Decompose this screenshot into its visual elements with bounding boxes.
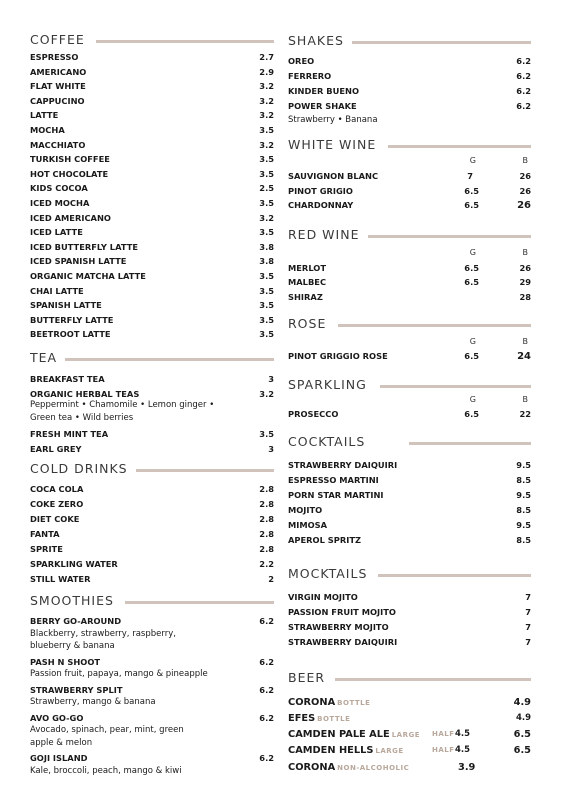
beer-item-efes bbox=[288, 711, 531, 726]
menu-item bbox=[30, 656, 274, 669]
menu-item bbox=[30, 543, 274, 556]
glass-bottle-header bbox=[288, 247, 531, 259]
item-name: SAUVIGNON BLANC bbox=[288, 171, 379, 181]
item-note: BOTTLE bbox=[317, 715, 351, 723]
item-name: KIDS COCOA bbox=[30, 183, 88, 194]
menu-item bbox=[30, 285, 274, 298]
item-price: 6.2 bbox=[516, 71, 531, 81]
menu-item bbox=[288, 100, 531, 113]
item-name: MOCHA bbox=[30, 125, 65, 135]
bottle-header: B bbox=[522, 156, 528, 165]
menu-item bbox=[288, 606, 531, 619]
item-price: 8.5 bbox=[516, 505, 531, 515]
section-title: MOCKTAILS bbox=[288, 566, 368, 581]
glass-price: 6.5 bbox=[464, 351, 479, 361]
item-name: STRAWBERRY DAIQUIRI bbox=[288, 460, 398, 470]
item-price: 4.9 bbox=[513, 697, 531, 708]
item-description: Strawberry • Banana bbox=[288, 115, 378, 125]
menu-item bbox=[30, 66, 274, 79]
section-title: ROSE bbox=[288, 316, 327, 331]
item-name: AMERICANO bbox=[30, 66, 87, 77]
bottle-price: 24 bbox=[517, 351, 531, 362]
item-name: TURKISH COFFEE bbox=[30, 154, 110, 165]
menu-item bbox=[30, 528, 274, 541]
item-price: 3.8 bbox=[259, 241, 274, 252]
glass-bottle-header bbox=[288, 394, 531, 406]
item-name: SHIRAZ bbox=[288, 292, 323, 302]
glass-bottle-header bbox=[288, 155, 531, 167]
item-price: 3 bbox=[268, 374, 274, 384]
section-rule bbox=[335, 678, 531, 681]
item-price: 6.5 bbox=[513, 729, 531, 740]
item-price: 3.5 bbox=[259, 314, 274, 325]
menu-item bbox=[30, 197, 274, 210]
item-name: CORONA bbox=[288, 697, 336, 708]
item-price: 3.2 bbox=[259, 389, 274, 399]
item-name: MOJITO bbox=[288, 505, 323, 515]
item-price: 2.8 bbox=[259, 529, 274, 539]
section-title: COCKTAILS bbox=[288, 434, 366, 449]
item-name: STRAWBERRY MOJITO bbox=[288, 622, 389, 632]
item-price: 2.8 bbox=[259, 499, 274, 509]
item-price: 3.5 bbox=[259, 227, 274, 238]
item-name: FERRERO bbox=[288, 71, 332, 81]
item-price: 7 bbox=[525, 622, 531, 632]
item-price: 3.2 bbox=[259, 95, 274, 106]
item-price: 8.5 bbox=[516, 475, 531, 485]
item-name: CHARDONNAY bbox=[288, 200, 354, 210]
item-name: SPRITE bbox=[30, 544, 63, 554]
half-price: 4.5 bbox=[455, 729, 471, 739]
item-name: STRAWBERRY DAIQUIRI bbox=[288, 637, 398, 647]
bottle-header: B bbox=[522, 248, 528, 257]
item-name: OREO bbox=[288, 56, 315, 66]
item-name: CAMDEN PALE ALE bbox=[288, 729, 390, 740]
item-price: 3.5 bbox=[259, 168, 274, 179]
item-price: 6.2 bbox=[259, 712, 274, 723]
glass-price: 6.5 bbox=[464, 200, 479, 210]
item-name: PORN STAR MARTINI bbox=[288, 490, 384, 500]
item-price: 7 bbox=[525, 607, 531, 617]
item-price: 8.5 bbox=[516, 535, 531, 545]
item-name: MERLOT bbox=[288, 263, 327, 273]
item-price: 3.5 bbox=[259, 329, 274, 340]
section-rule bbox=[136, 469, 274, 472]
menu-item bbox=[288, 621, 531, 634]
item-name: EFES bbox=[288, 713, 316, 724]
menu-item bbox=[30, 483, 274, 496]
item-name: ICED LATTE bbox=[30, 227, 83, 238]
item-price: 6.2 bbox=[516, 101, 531, 111]
glass-price: 6.5 bbox=[464, 186, 479, 196]
menu-item bbox=[30, 573, 274, 586]
menu-item bbox=[30, 373, 274, 386]
item-note: LARGE bbox=[375, 747, 404, 755]
wine-item bbox=[288, 276, 531, 289]
menu-item bbox=[30, 752, 274, 765]
item-description: apple & melon bbox=[30, 737, 93, 748]
section-rule bbox=[125, 601, 274, 604]
item-name: BREAKFAST TEA bbox=[30, 374, 105, 384]
glass-price: 6.5 bbox=[464, 277, 479, 287]
item-name: ICED MOCHA bbox=[30, 198, 90, 208]
item-description: Passion fruit, papaya, mango & pineapple bbox=[30, 669, 208, 679]
section-title: BEER bbox=[288, 670, 326, 685]
glass-bottle-header bbox=[288, 336, 531, 348]
item-description: Kale, broccoli, peach, mango & kiwi bbox=[30, 765, 182, 776]
item-name: CAMDEN HELLS bbox=[288, 745, 374, 756]
section-title: TEA bbox=[30, 350, 58, 365]
item-name: PINOT GRIGIO bbox=[288, 186, 353, 196]
right-column bbox=[288, 0, 531, 794]
menu-item bbox=[30, 51, 274, 64]
item-price: 6.2 bbox=[516, 56, 531, 66]
item-price: 3.9 bbox=[458, 762, 476, 773]
menu-item bbox=[30, 615, 274, 628]
section-rule bbox=[338, 324, 531, 327]
item-name: PINOT GRIGGIO ROSE bbox=[288, 351, 388, 361]
item-price: 3.2 bbox=[259, 212, 274, 223]
item-description: Blackberry, strawberry, raspberry, bbox=[30, 628, 176, 639]
bottle-price: 22 bbox=[519, 409, 531, 419]
half-price: 4.5 bbox=[455, 745, 471, 755]
section-rule bbox=[378, 574, 531, 577]
item-note: LARGE bbox=[391, 731, 420, 739]
menu-item bbox=[288, 504, 531, 517]
item-price: 6.2 bbox=[259, 684, 274, 695]
beer-item-corona bbox=[288, 695, 531, 710]
item-name: EARL GREY bbox=[30, 444, 82, 454]
section-rule bbox=[65, 358, 274, 361]
item-price: 6.2 bbox=[259, 753, 274, 763]
item-name: ORGANIC HERBAL TEAS bbox=[30, 389, 140, 399]
half-label: HALF bbox=[432, 746, 455, 754]
bottle-price: 29 bbox=[519, 277, 531, 287]
item-name: BERRY GO-AROUND bbox=[30, 616, 122, 626]
menu-item bbox=[30, 168, 274, 181]
item-name: HOT CHOCOLATE bbox=[30, 168, 109, 179]
item-price: 6.2 bbox=[259, 616, 274, 626]
menu-item bbox=[30, 513, 274, 526]
item-name: CAPPUCINO bbox=[30, 95, 85, 106]
menu-item bbox=[30, 212, 274, 225]
item-name: STRAWBERRY SPLIT bbox=[30, 684, 123, 695]
menu-item bbox=[30, 153, 274, 166]
item-name: AVO GO-GO bbox=[30, 712, 84, 723]
section-title: SPARKLING bbox=[288, 377, 367, 392]
left-column bbox=[30, 0, 274, 794]
item-name: SPARKLING WATER bbox=[30, 559, 118, 569]
glass-header: G bbox=[469, 337, 476, 346]
menu-item bbox=[288, 85, 531, 98]
menu-item bbox=[30, 80, 274, 93]
item-name: ESPRESSO bbox=[30, 52, 79, 62]
beer-item-corona-na bbox=[288, 760, 531, 775]
item-name: MACCHIATO bbox=[30, 139, 86, 150]
item-price: 3.5 bbox=[259, 429, 274, 439]
section-title: WHITE WINE bbox=[288, 137, 377, 152]
glass-header: G bbox=[469, 248, 476, 257]
item-price: 2.9 bbox=[259, 66, 274, 77]
menu-item bbox=[30, 109, 274, 122]
item-price: 7 bbox=[525, 637, 531, 647]
menu-item bbox=[288, 474, 531, 487]
menu-item bbox=[288, 519, 531, 532]
menu-item bbox=[30, 182, 274, 195]
menu-item bbox=[288, 489, 531, 502]
menu-item bbox=[30, 314, 274, 327]
item-name: ICED SPANISH LATTE bbox=[30, 256, 127, 267]
item-name: FRESH MINT TEA bbox=[30, 429, 109, 439]
item-price: 2.5 bbox=[259, 183, 274, 194]
item-name: CORONA bbox=[288, 762, 336, 773]
item-name: BUTTERFLY LATTE bbox=[30, 314, 114, 325]
bottle-price: 28 bbox=[519, 292, 531, 302]
section-title: COLD DRINKS bbox=[30, 461, 128, 476]
item-price: 9.5 bbox=[516, 490, 531, 500]
item-price: 3.5 bbox=[259, 271, 274, 281]
glass-header: G bbox=[469, 156, 476, 165]
menu-item bbox=[30, 139, 274, 152]
section-rule bbox=[388, 145, 531, 148]
bottle-header: B bbox=[522, 395, 528, 404]
item-name: ESPRESSO MARTINI bbox=[288, 475, 379, 485]
menu-item bbox=[30, 95, 274, 108]
section-rule bbox=[380, 385, 531, 388]
section-title: COFFEE bbox=[30, 32, 85, 47]
wine-item bbox=[288, 350, 531, 363]
menu-item bbox=[288, 55, 531, 68]
bottle-price: 26 bbox=[519, 263, 531, 273]
glass-header: G bbox=[469, 395, 476, 404]
beer-item-camden-hells bbox=[288, 743, 531, 758]
glass-price: 6.5 bbox=[464, 263, 479, 273]
menu-item bbox=[30, 558, 274, 571]
item-name: CHAI LATTE bbox=[30, 285, 84, 296]
item-price: 6.5 bbox=[513, 745, 531, 756]
item-name: SPANISH LATTE bbox=[30, 300, 102, 311]
item-price: 3 bbox=[268, 444, 274, 454]
menu-item bbox=[30, 241, 274, 254]
item-price: 6.2 bbox=[259, 656, 274, 667]
item-name: VIRGIN MOJITO bbox=[288, 592, 358, 602]
item-price: 2.8 bbox=[259, 544, 274, 554]
item-name: FLAT WHITE bbox=[30, 81, 86, 92]
item-price: 3.2 bbox=[259, 81, 274, 92]
section-rule bbox=[409, 442, 531, 445]
item-price: 7 bbox=[525, 592, 531, 602]
item-price: 3.5 bbox=[259, 198, 274, 208]
item-name: ICED AMERICANO bbox=[30, 212, 111, 223]
menu-item bbox=[288, 70, 531, 83]
half-label: HALF bbox=[432, 730, 455, 738]
menu-item bbox=[30, 498, 274, 511]
item-name: POWER SHAKE bbox=[288, 101, 357, 111]
section-rule bbox=[352, 41, 531, 44]
item-name: PROSECCO bbox=[288, 409, 339, 419]
menu-item bbox=[30, 299, 274, 312]
wine-item bbox=[288, 199, 531, 212]
section-title: RED WINE bbox=[288, 227, 360, 242]
menu-item bbox=[30, 443, 274, 456]
item-note: NON-ALCOHOLIC bbox=[337, 764, 410, 772]
section-rule bbox=[96, 40, 274, 43]
item-price: 2.8 bbox=[259, 514, 274, 524]
menu-item bbox=[288, 459, 531, 472]
item-name: ORGANIC MATCHA LATTE bbox=[30, 271, 146, 281]
bottle-price: 26 bbox=[519, 171, 531, 181]
menu-item bbox=[30, 328, 274, 341]
menu-item bbox=[288, 591, 531, 604]
item-price: 6.2 bbox=[516, 86, 531, 96]
wine-item bbox=[288, 170, 531, 183]
item-price: 4.9 bbox=[515, 713, 531, 723]
menu-item bbox=[30, 712, 274, 725]
menu-item bbox=[30, 226, 274, 239]
bottle-price: 26 bbox=[519, 186, 531, 196]
item-name: ICED BUTTERFLY LATTE bbox=[30, 241, 139, 252]
item-price: 2.7 bbox=[259, 52, 274, 62]
item-description: Peppermint • Chamomile • Lemon ginger • bbox=[30, 400, 215, 410]
item-price: 3.2 bbox=[259, 139, 274, 150]
item-name: MIMOSA bbox=[288, 520, 328, 530]
item-name: DIET COKE bbox=[30, 514, 80, 524]
item-description: blueberry & banana bbox=[30, 641, 115, 651]
item-name: KINDER BUENO bbox=[288, 86, 360, 96]
item-description: Strawberry, mango & banana bbox=[30, 697, 156, 707]
item-name: PASSION FRUIT MOJITO bbox=[288, 607, 396, 617]
glass-price: 7 bbox=[467, 171, 473, 181]
menu-item bbox=[288, 534, 531, 547]
beer-item-camden-pale bbox=[288, 727, 531, 742]
item-price: 3.8 bbox=[259, 256, 274, 267]
item-price: 3.5 bbox=[259, 285, 274, 296]
bottle-price: 26 bbox=[517, 200, 531, 211]
item-description: Green tea • Wild berries bbox=[30, 413, 134, 423]
item-price: 3.2 bbox=[259, 110, 274, 121]
glass-price: 6.5 bbox=[464, 409, 479, 419]
item-name: PASH N SHOOT bbox=[30, 656, 101, 667]
item-price: 2.8 bbox=[259, 484, 274, 494]
item-price: 3.5 bbox=[259, 300, 274, 311]
item-price: 2 bbox=[268, 574, 274, 584]
menu-item bbox=[30, 255, 274, 268]
item-price: 3.5 bbox=[259, 125, 274, 135]
menu-item bbox=[30, 428, 274, 441]
section-rule bbox=[368, 235, 531, 238]
item-name: LATTE bbox=[30, 110, 59, 121]
item-name: APEROL SPRITZ bbox=[288, 535, 361, 545]
wine-item bbox=[288, 185, 531, 198]
item-price: 9.5 bbox=[516, 520, 531, 530]
wine-item bbox=[288, 408, 531, 421]
item-name: MALBEC bbox=[288, 277, 327, 287]
item-price: 3.5 bbox=[259, 154, 274, 165]
item-description: Avocado, spinach, pear, mint, green bbox=[30, 725, 184, 735]
menu-item bbox=[30, 684, 274, 697]
bottle-header: B bbox=[522, 337, 528, 346]
menu-item bbox=[288, 636, 531, 649]
item-name: COKE ZERO bbox=[30, 499, 84, 509]
wine-item bbox=[288, 262, 531, 275]
item-name: FANTA bbox=[30, 529, 60, 539]
wine-item bbox=[288, 291, 531, 304]
item-name: GOJI ISLAND bbox=[30, 753, 88, 763]
item-name: STILL WATER bbox=[30, 574, 91, 584]
section-title: SHAKES bbox=[288, 33, 344, 48]
item-price: 2.2 bbox=[259, 559, 274, 569]
section-title: SMOOTHIES bbox=[30, 593, 114, 608]
item-price: 9.5 bbox=[516, 460, 531, 470]
menu-item bbox=[30, 270, 274, 283]
menu-item bbox=[30, 124, 274, 137]
item-name: COCA COLA bbox=[30, 484, 84, 494]
item-name: BEETROOT LATTE bbox=[30, 329, 111, 340]
item-note: BOTTLE bbox=[337, 699, 371, 707]
